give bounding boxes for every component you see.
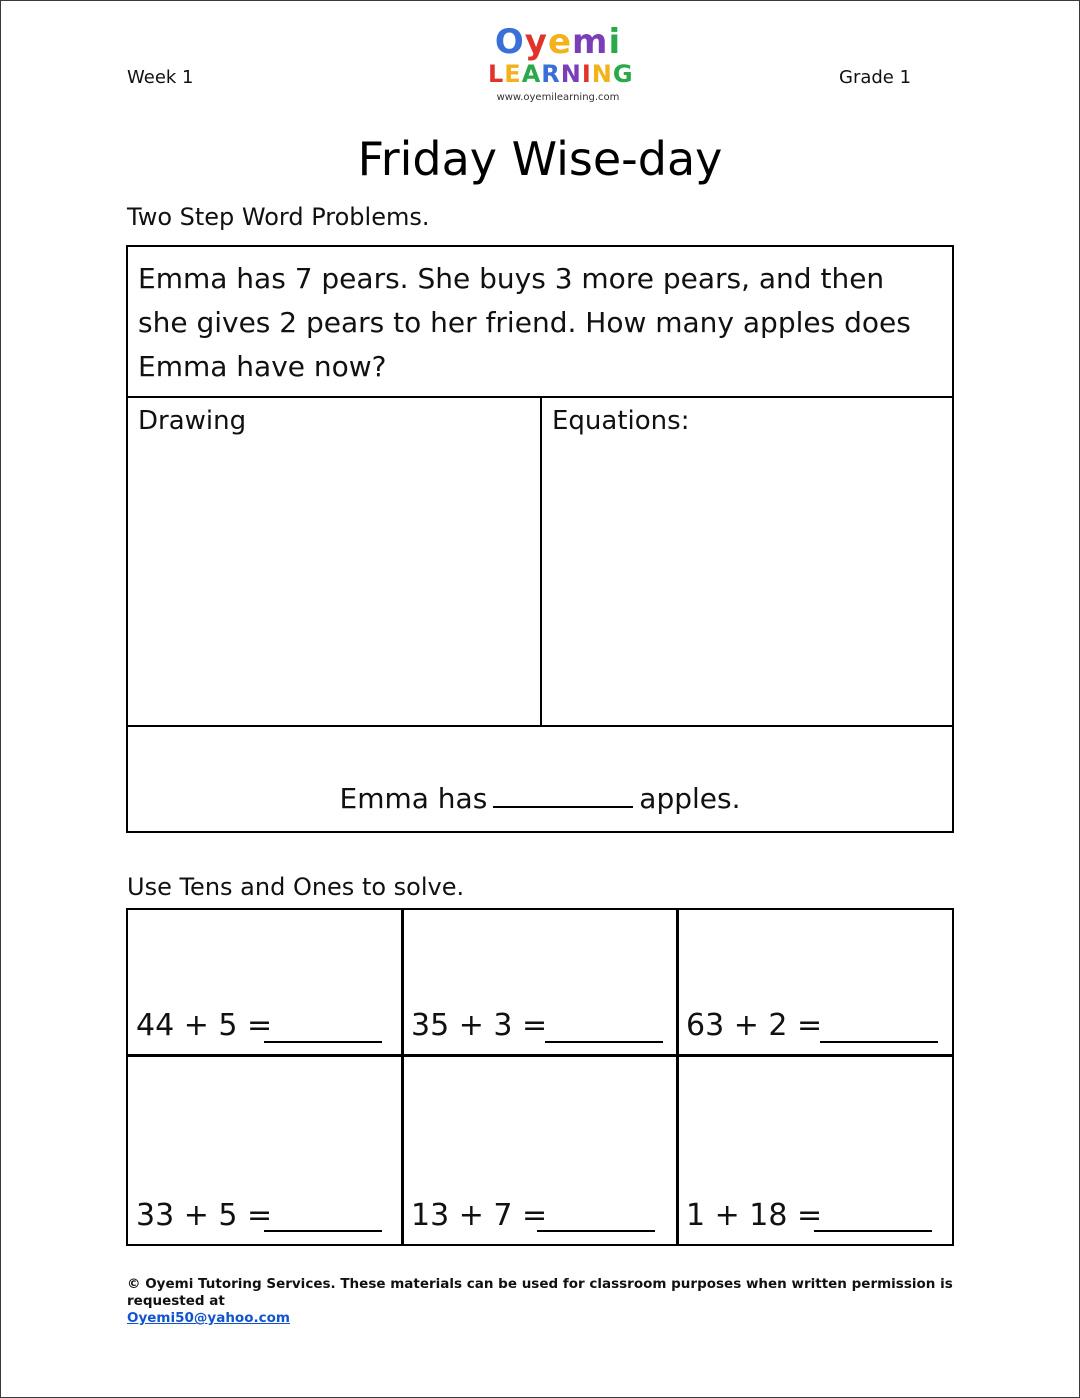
answer-blank[interactable] [814,1230,932,1232]
tens-ones-heading: Use Tens and Ones to solve. [127,873,465,901]
grid-cell [126,1054,404,1246]
problem-box [126,245,954,398]
tens-ones-grid [126,908,954,1246]
logo-url: www.oyemilearning.com [496,92,620,103]
equations-label: Equations: [552,406,690,436]
week-label: Week 1 [127,67,194,88]
answer-blank[interactable] [820,1041,938,1043]
footer [127,1276,957,1327]
answer-box [126,725,954,833]
equation-text: 35 + 3 = [411,1008,548,1043]
equation-text: 44 + 5 = [136,1008,273,1043]
drawing-box [126,396,542,727]
answer-suffix: apples. [639,782,741,815]
answer-prefix: Emma has [339,782,488,815]
problem-text: Emma has 7 pears. She buys 3 more pears, and then she gives 2 pears to her friend. How many apples does Emma have now? [138,262,911,383]
footer-copyright: © Oyemi Tutoring Services. These materials can be used for classroom purposes when written permission is requested at [127,1276,953,1309]
equation-text: 13 + 7 = [411,1198,548,1233]
answer-blank[interactable] [545,1041,663,1043]
grade-label: Grade 1 [839,67,912,88]
footer-email-link[interactable]: Oyemi50@yahoo.com [127,1310,290,1326]
answer-blank[interactable] [493,784,633,808]
oyemi-learning-logo [488,16,634,111]
answer-blank[interactable] [264,1041,382,1043]
word-problems-heading: Two Step Word Problems. [127,203,430,231]
drawing-label: Drawing [138,406,247,436]
answer-blank[interactable] [264,1230,382,1232]
logo-wordmark-bottom: LEARNING [488,60,634,88]
grid-cell [676,908,954,1057]
equation-text: 33 + 5 = [136,1198,273,1233]
grid-cell [401,1054,679,1246]
equation-text: 1 + 18 = [686,1198,823,1233]
grid-cell [401,908,679,1057]
equation-text: 63 + 2 = [686,1008,823,1043]
grid-cell [126,908,404,1057]
answer-blank[interactable] [537,1230,655,1232]
page-title: Friday Wise-day [357,132,723,186]
answer-sentence [128,782,952,815]
grid-cell [676,1054,954,1246]
logo-wordmark-top: Oyemi [494,22,622,62]
equations-box [540,396,954,727]
